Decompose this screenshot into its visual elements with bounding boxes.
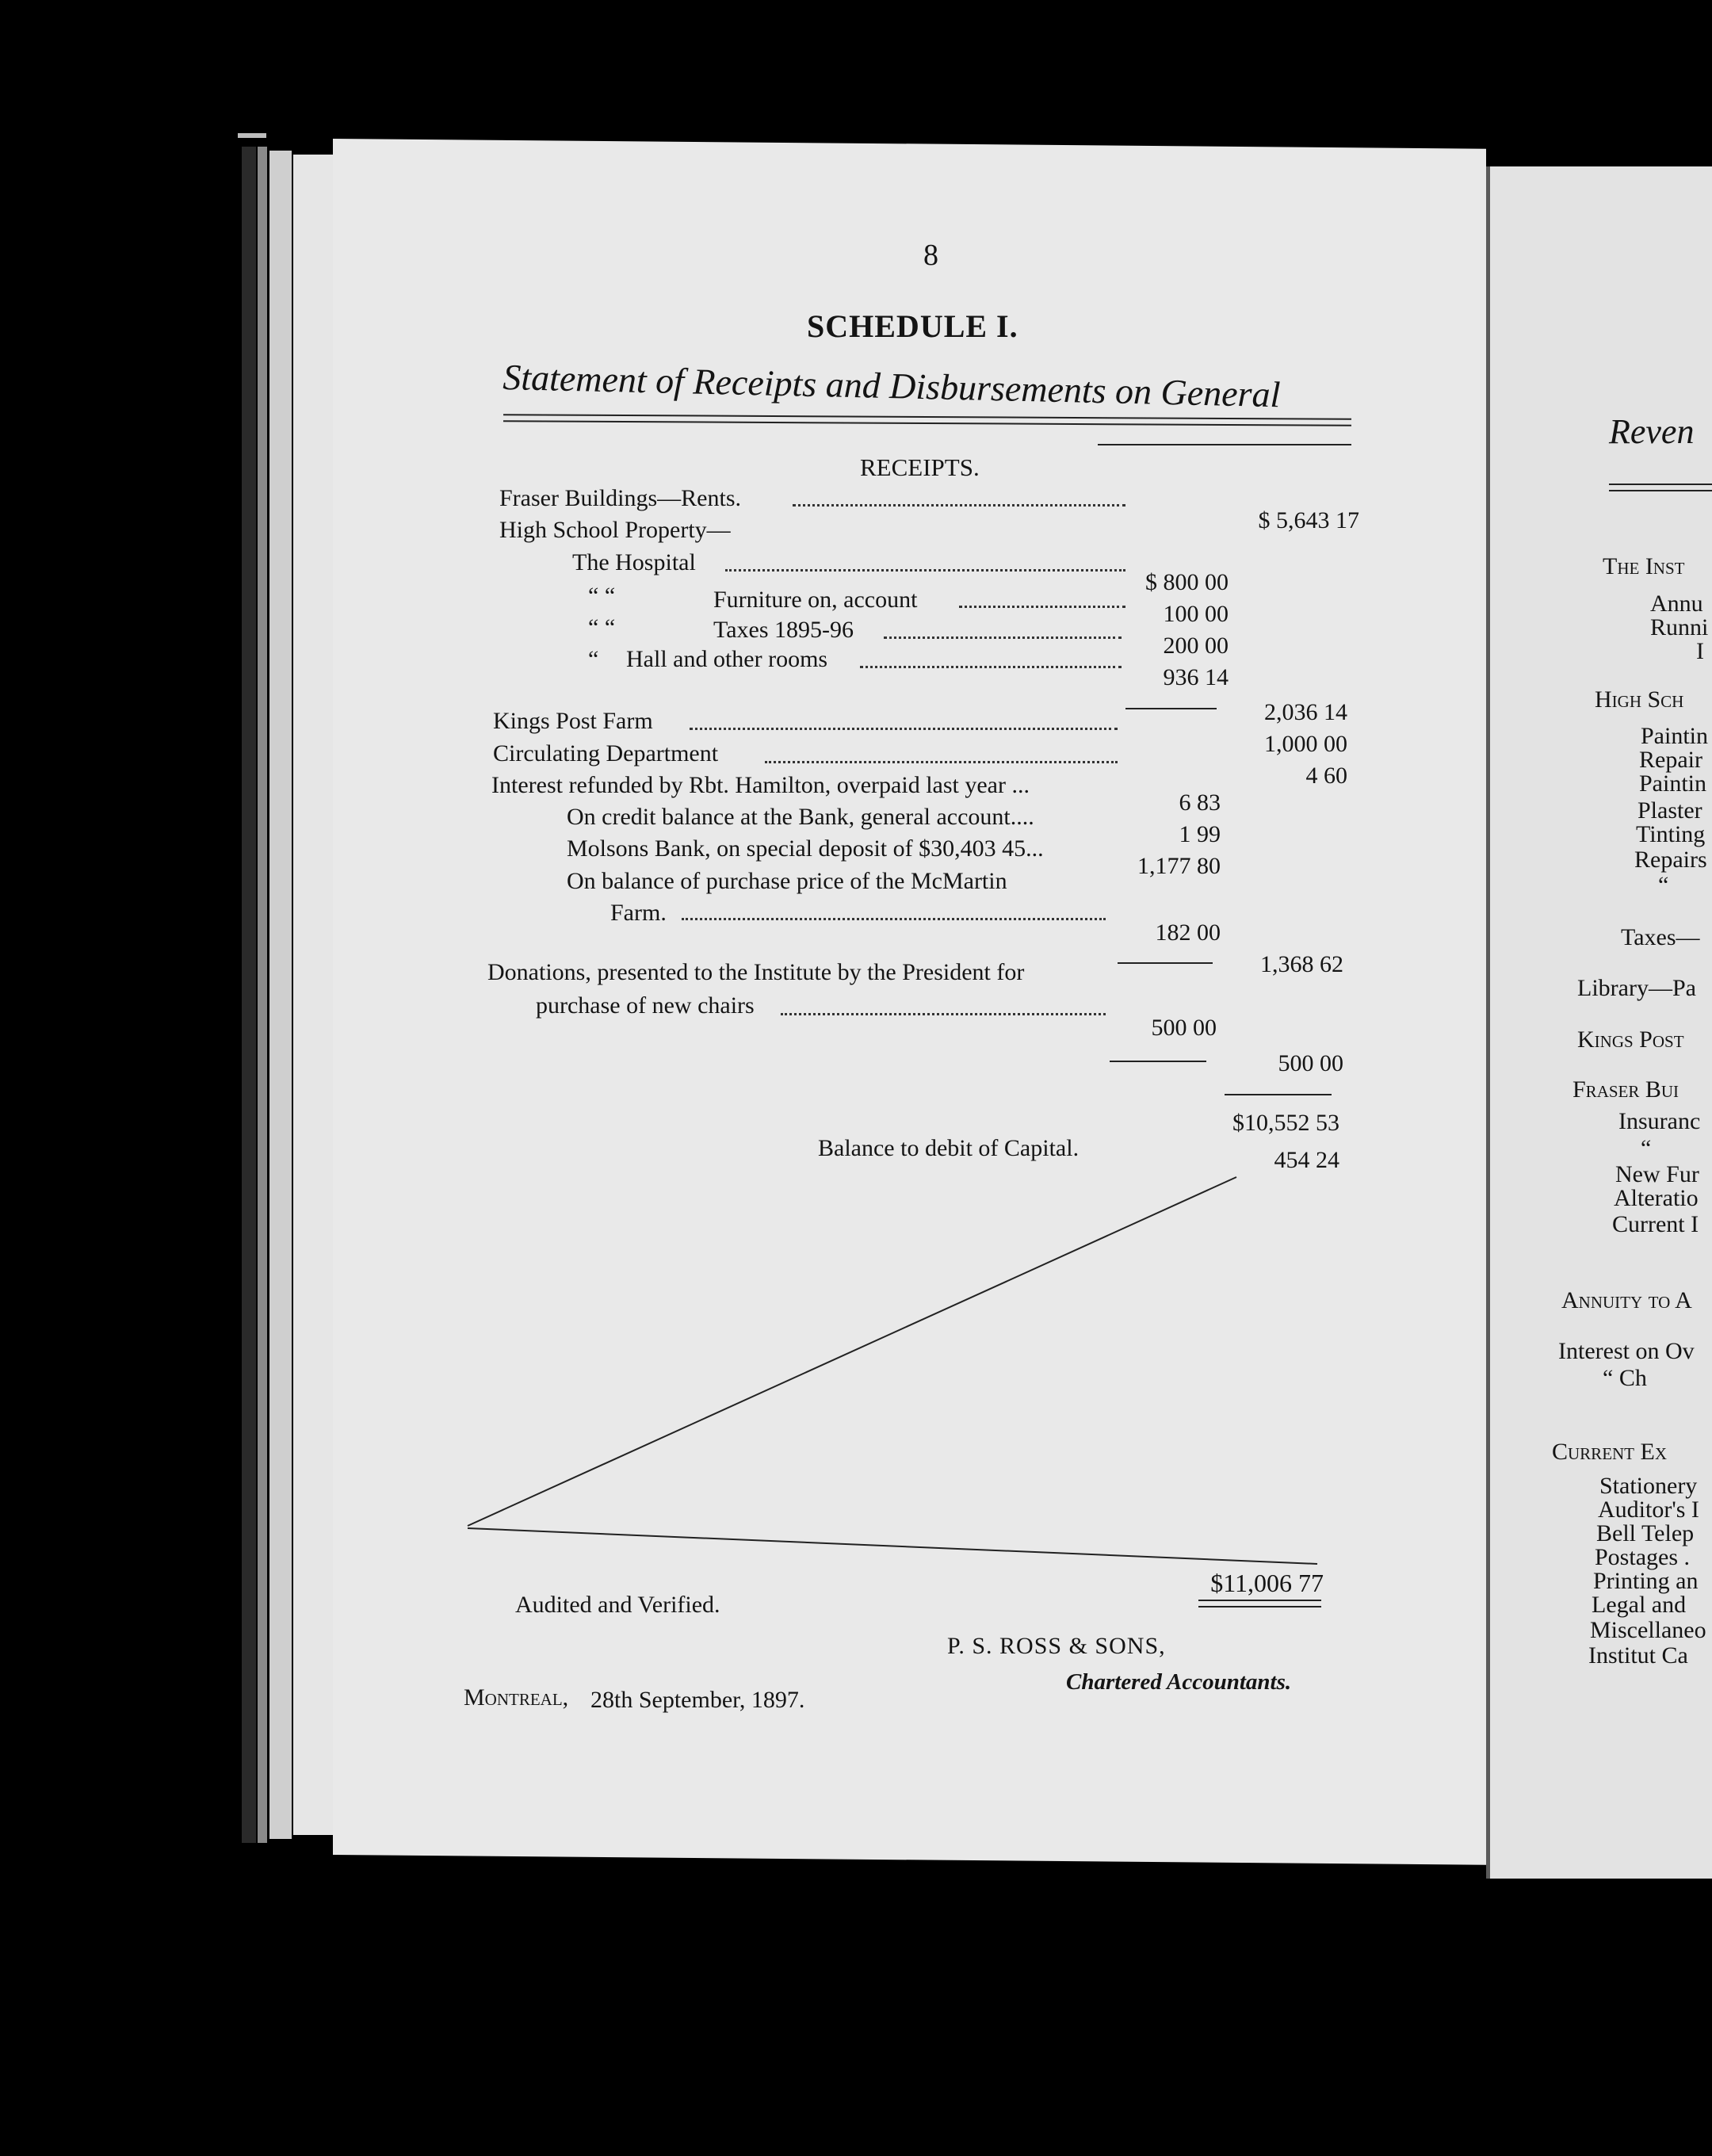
row-label: Interest refunded by Rbt. Hamilton, overpaid last year ... xyxy=(491,772,1030,798)
row-amount: 182 00 xyxy=(1155,919,1221,946)
ditto-mark: “ xyxy=(588,646,599,672)
row-total: 2,036 14 xyxy=(1264,699,1347,725)
right-line: Runni xyxy=(1650,614,1709,640)
right-line: Bell Telep xyxy=(1596,1520,1695,1546)
right-line: Current I xyxy=(1612,1211,1699,1237)
right-line: Institut Ca xyxy=(1588,1642,1688,1669)
right-line: Miscellaneo xyxy=(1590,1617,1706,1643)
row-label: On balance of purchase price of the McMartin xyxy=(567,868,1007,894)
row-label: High School Property— xyxy=(499,517,731,543)
row-label: Hall and other rooms xyxy=(626,646,828,672)
right-line: Plaster xyxy=(1637,797,1702,824)
row-amount: 100 00 xyxy=(1163,601,1229,627)
right-line: Library—Pa xyxy=(1577,975,1696,1001)
right-line: Postages . xyxy=(1595,1544,1690,1570)
right-line: “ Ch xyxy=(1603,1365,1647,1391)
row-label: Fraser Buildings—Rents. xyxy=(499,485,741,511)
statement-title: Statement of Receipts and Disbursements on General xyxy=(502,357,1281,415)
right-rule xyxy=(1609,484,1712,485)
right-line: I xyxy=(1696,638,1704,664)
row-label: Farm. xyxy=(610,900,667,926)
right-line: Fraser Bui xyxy=(1573,1076,1680,1103)
right-line: Tinting xyxy=(1636,821,1706,847)
row-amount: 6 83 xyxy=(1179,789,1221,816)
right-line: High Sch xyxy=(1595,686,1684,713)
total-rule xyxy=(1198,1600,1321,1607)
right-line: Repairs xyxy=(1634,847,1707,873)
row-amount: 1 99 xyxy=(1179,821,1221,847)
row-label: Donations, presented to the Institute by the President for xyxy=(487,959,1025,985)
right-line: New Fur xyxy=(1615,1161,1699,1187)
audited-text: Audited and Verified. xyxy=(515,1592,720,1618)
right-line: Taxes— xyxy=(1621,924,1700,950)
receipts-heading: RECEIPTS. xyxy=(860,453,980,481)
right-line: Repair xyxy=(1639,747,1702,773)
right-heading: Reven xyxy=(1609,412,1695,451)
firm-name: P. S. ROSS & SONS, xyxy=(947,1633,1166,1659)
row-total: 1,368 62 xyxy=(1260,951,1343,977)
right-line: Legal and xyxy=(1592,1592,1687,1618)
row-label: Furniture on, account xyxy=(713,587,918,613)
right-line: Annuity to A xyxy=(1561,1287,1692,1313)
row-total: 4 60 xyxy=(1305,763,1347,789)
row-total: 500 00 xyxy=(1278,1050,1343,1076)
row-total: 454 24 xyxy=(1274,1147,1339,1173)
right-line: The Inst xyxy=(1603,553,1685,579)
right-line: Paintin xyxy=(1639,770,1707,797)
ditto-mark: “ “ xyxy=(588,583,616,609)
row-amount: 200 00 xyxy=(1163,633,1229,659)
row-label: Molsons Bank, on special deposit of $30,403 45... xyxy=(567,835,1044,862)
right-line: Printing an xyxy=(1593,1568,1699,1594)
right-line: Annu xyxy=(1650,591,1703,617)
subtotal: $10,552 53 xyxy=(1232,1110,1339,1136)
row-total: 1,000 00 xyxy=(1264,731,1347,757)
right-line: Stationery xyxy=(1599,1473,1698,1499)
right-line: Alteratio xyxy=(1614,1185,1699,1211)
firm-title: Chartered Accountants. xyxy=(1066,1669,1292,1695)
right-line: Auditor's I xyxy=(1598,1497,1699,1523)
ditto-mark: “ “ xyxy=(588,614,616,640)
right-line: “ xyxy=(1658,872,1669,898)
right-line: Insuranc xyxy=(1618,1108,1701,1134)
row-label: On credit balance at the Bank, general account.... xyxy=(567,804,1034,830)
grand-total: $11,006 77 xyxy=(1210,1569,1324,1597)
row-label: Taxes 1895-96 xyxy=(713,617,854,643)
page-number: 8 xyxy=(923,239,938,272)
right-line: Kings Post xyxy=(1577,1026,1684,1053)
schedule-title: SCHEDULE I. xyxy=(807,308,1018,344)
row-amount: 1,177 80 xyxy=(1137,853,1221,879)
date: 28th September, 1897. xyxy=(590,1687,805,1713)
row-total: $ 5,643 17 xyxy=(1258,507,1359,533)
row-amount: 936 14 xyxy=(1163,664,1229,690)
row-label: Kings Post Farm xyxy=(493,708,653,734)
right-line: “ xyxy=(1641,1135,1652,1161)
row-label: Balance to debit of Capital. xyxy=(818,1135,1080,1161)
right-line: Paintin xyxy=(1641,723,1709,749)
place: Montreal, xyxy=(464,1684,569,1711)
row-label: purchase of new chairs xyxy=(536,992,755,1019)
right-line: Current Ex xyxy=(1552,1439,1668,1465)
row-amount: 500 00 xyxy=(1151,1015,1217,1041)
row-label: Circulating Department xyxy=(493,740,719,766)
right-rule xyxy=(1609,490,1712,491)
row-amount: $ 800 00 xyxy=(1145,569,1229,595)
right-line: Interest on Ov xyxy=(1558,1338,1695,1364)
row-label: The Hospital xyxy=(572,549,696,575)
